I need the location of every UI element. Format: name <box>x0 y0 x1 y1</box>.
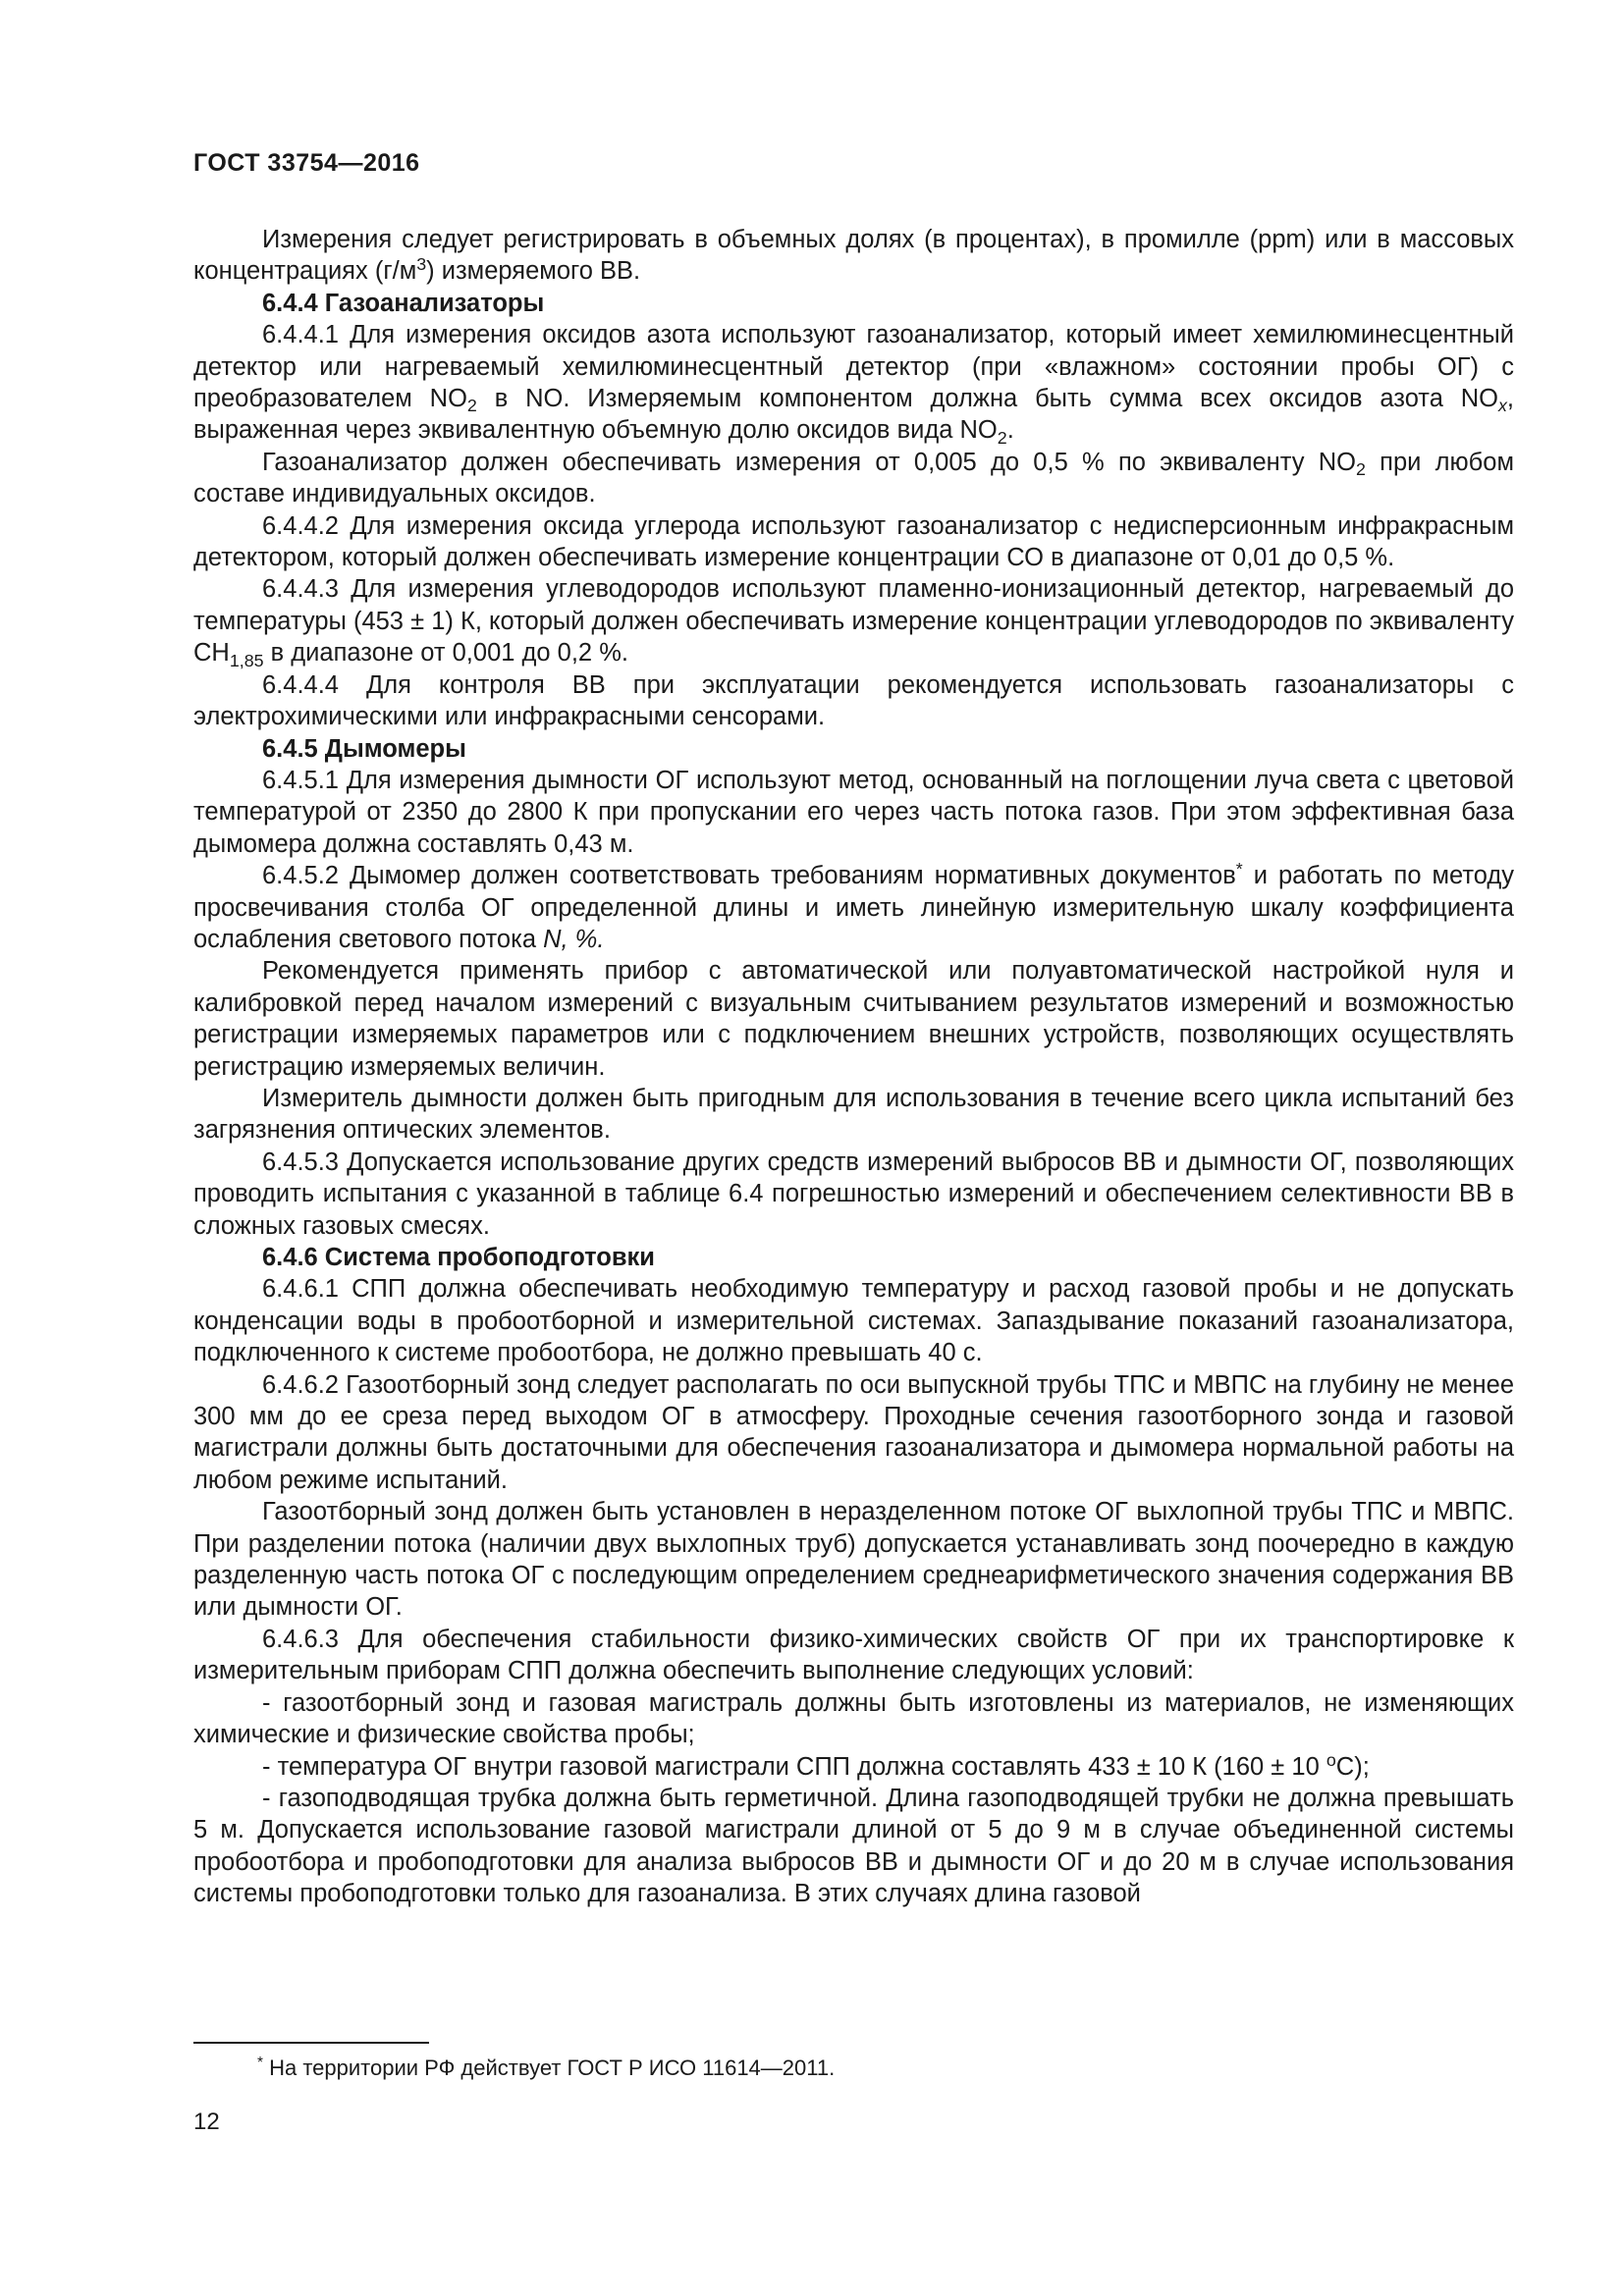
paragraph: 6.4.6.3 Для обеспечения стабильности физико-химических свойств ОГ при их транспортировке к измерительным приборам СПП должна обеспечить выполнение следующих условий: <box>193 1625 1514 1685</box>
paragraph: 6.4.4.3 Для измерения углеводородов используют пламенно-ионизационный детектор, нагреваемый до температуры (453 ± 1) К, который должен обеспечивать измерение концентрации углеводородов по эквиваленту $СН_{1,85}$ в диапазоне от 0,001 до 0,2 %. <box>193 575 1514 670</box>
paragraph: 6.4.5.1 Для измерения дымности ОГ используют метод, основанный на поглощении луча света с цветовой температурой от 2350 до 2800 К при пропускании его через часть потока газов. При этом эффективная база дымомера должна составлять 0,43 м. <box>193 766 1514 858</box>
paragraph: Газоанализатор должен обеспечивать измерения от 0,005 до 0,5 % по эквиваленту $NO_2$ при любом составе индивидуальных оксидов. <box>193 448 1515 508</box>
paragraph: 6.4.6.1 СПП должна обеспечивать необходимую температуру и расход газовой пробы и не допускать конденсации воды в пробоотборной и измерительной системах. Запаздывание показаний газоанализатора, подключенного к системе пробоотбора, не должно превышать 40 с. <box>193 1275 1514 1367</box>
footnote-ref: * <box>1235 859 1243 880</box>
footnote: * На территории РФ действует ГОСТ Р ИСО 11614—2011. <box>257 2055 836 2080</box>
paragraph: 6.4.5.2 Дымомер должен соответствовать требованиям нормативных документов* и работать по методу просвечивания столба ОГ определенной длины и иметь линейную измерительную шкалу коэффициента ослабления светового потока N, %. <box>193 859 1515 953</box>
list-item: - газоподводящая трубка должна быть герметичной. Длина газоподводящей трубки не должна превышать 5 м. Допускается использование газовой магистрали длиной от 5 до 9 м в случае объединенной системы пробоотбора и пробоподготовки для анализа выбросов ВВ и дымности ОГ и до 20 м в случае использования системы пробоподготовки только для газоанализа. В этих случаях длина газовой <box>193 1784 1514 1908</box>
list-item: - газоотборный зонд и газовая магистраль должны быть изготовлены из материалов, не изменяющих химические и физические свойства пробы; <box>193 1688 1514 1749</box>
paragraph: 6.4.4.4 Для контроля ВВ при эксплуатации рекомендуется использовать газоанализаторы с электрохимическими или инфракрасными сенсорами. <box>193 670 1514 731</box>
paragraph: 6.4.4.1 Для измерения оксидов азота используют газоанализатор, который имеет хемилюминесцентный детектор или нагреваемый хемилюминесцентный детектор (при «влажном» состоянии пробы ОГ) с преобразователем $NO_2$ в NO. Измеряемым компонентом должна быть сумма всех оксидов азота $NO_x$, выраженная через эквивалентную объемную долю оксидов вида $NO_2$. <box>193 321 1514 448</box>
section-heading-6-4-5: 6.4.5 Дымомеры <box>262 734 466 763</box>
section-heading-6-4-4: 6.4.4 Газоанализаторы <box>262 289 545 317</box>
footnote-divider <box>193 2042 429 2044</box>
paragraph: 6.4.5.3 Допускается использование других средств измерений выбросов ВВ и дымности ОГ, позволяющих проводить испытания с указанной в таблице 6.4 погрешностью измерений и обеспечением селективности ВВ в сложных газовых смесях. <box>193 1148 1514 1240</box>
list-item: - температура ОГ внутри газовой магистрали СПП должна составлять 433 ± 10 К (160 ± 10 $^о$С); <box>262 1749 1370 1781</box>
page-number: 12 <box>193 2109 220 2135</box>
paragraph: Газоотборный зонд должен быть установлен в неразделенном потоке ОГ выхлопной трубы ТПС и МВПС. При разделении потока (наличии двух выхлопных труб) допускается устанавливать зонд поочередно в каждую разделенную часть потока ОГ с последующим определением среднеарифметического значения содержания ВВ или дымности ОГ. <box>193 1498 1514 1622</box>
paragraph: Рекомендуется применять прибор с автоматической или полуавтоматической настройкой нуля и калибровкой перед началом измерений с визуальным считыванием результатов измерений и возможностью регистрации измеряемых параметров или с подключением внешних устройств, позволяющих осуществлять регистрацию измеряемых величин. <box>193 957 1514 1081</box>
paragraph: Измерения следует регистрировать в объемных долях (в процентах), в промилле (ppm) или в массовых концентрациях $(г/м^3)$ измеряемого ВВ. <box>193 226 1514 286</box>
section-heading-6-4-6: 6.4.6 Система пробоподготовки <box>262 1244 655 1271</box>
document-body <box>193 224 1514 1910</box>
paragraph: 6.4.4.2 Для измерения оксида углерода используют газоанализатор с недисперсионным инфракрасным детектором, который должен обеспечивать измерение концентрации СО в диапазоне от 0,01 до 0,5 %. <box>193 511 1514 572</box>
paragraph: 6.4.6.2 Газоотборный зонд следует располагать по оси выпускной трубы ТПС и МВПС на глубину не менее 300 мм до ее среза перед выходом ОГ в атмосферу. Проходные сечения газоотборного зонда и газовой магистрали должны быть достаточными для обеспечения газоанализатора и дымомера нормальной работы на любом режиме испытаний. <box>193 1370 1514 1494</box>
paragraph: Измеритель дымности должен быть пригодным для использования в течение всего цикла испытаний без загрязнения оптических элементов. <box>193 1084 1514 1145</box>
document-header: ГОСТ 33754—2016 <box>193 149 420 177</box>
